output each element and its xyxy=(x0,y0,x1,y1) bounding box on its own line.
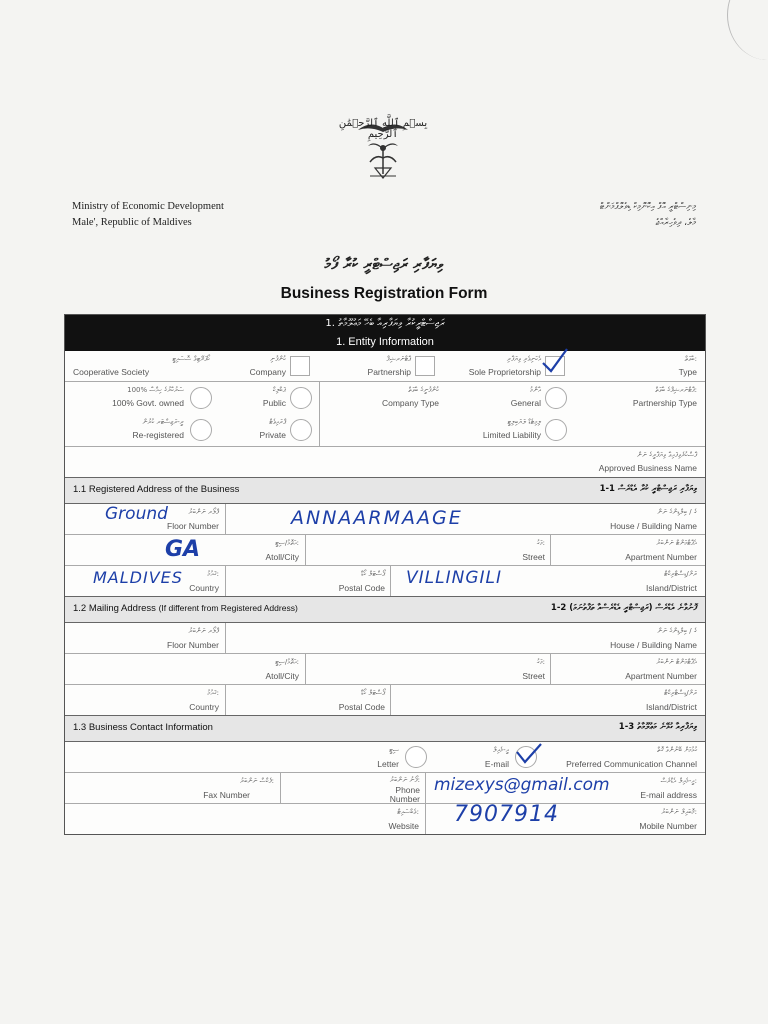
approved-name-label: Approved Business Name xyxy=(598,463,697,473)
floor-label: Floor Number xyxy=(167,521,219,531)
section-1-2-header xyxy=(65,596,705,623)
option-label-dv: ކުންފުނި xyxy=(270,355,286,363)
section-1-3-header xyxy=(65,715,705,742)
section-1-2-note: (If different from Registered Address) xyxy=(158,603,298,613)
registration-form xyxy=(64,314,706,835)
partnership-type-label-dv: ޕާޓްނަރޝިޕްގެ ބާވަތް: xyxy=(655,386,697,394)
ministry-block-en xyxy=(72,199,224,231)
option-company[interactable] xyxy=(220,351,320,381)
address-row-3 xyxy=(65,566,705,596)
website-field[interactable] xyxy=(65,804,425,834)
mail-house-field[interactable] xyxy=(225,623,705,653)
option-label-dv: އެކަނިވެރި ވިޔަފާރި xyxy=(506,355,541,363)
ministry-address-dv: މާލެ، ދިވެހިރާއްޖެ xyxy=(655,218,696,228)
option-letter[interactable] xyxy=(325,742,435,772)
govt-rereg-options xyxy=(65,382,220,446)
mail-street-field[interactable] xyxy=(305,654,551,684)
mail-island-field[interactable] xyxy=(390,685,705,715)
option-label: Limited Liability xyxy=(482,430,541,440)
house-label-dv: ގެ / ބިލްޑިންގެ ނަން xyxy=(657,508,697,516)
postal-label-dv: ޕޯސްޓަލް ކޯޑް xyxy=(360,689,385,697)
street-label: Street xyxy=(522,671,545,681)
reregistered-label-dv: ރީ-ރަޖިސްޓަރ ކުރުން xyxy=(142,418,184,426)
subtype-rows xyxy=(65,382,705,447)
channel-label: Preferred Communication Channel xyxy=(566,759,697,769)
street-label: Street xyxy=(522,552,545,562)
type-label: Type xyxy=(678,367,697,377)
option-sole-proprietorship[interactable] xyxy=(445,351,575,381)
option-email[interactable] xyxy=(435,742,545,772)
checkmark-icon xyxy=(513,740,543,766)
option-label: Cooperative Society xyxy=(73,367,150,377)
island-label-dv: ރަށް/ޑިސްޓްރިކްޓް xyxy=(664,689,697,697)
mobile-number-value: 7907914 xyxy=(454,802,559,827)
fax-label-dv: ފެކްސް ނަންބަރު: xyxy=(239,777,274,785)
page-edge xyxy=(727,0,768,60)
company-type-label-dv: ކުންފުނީގެ ބާވަތް xyxy=(408,386,439,394)
option-label: Private xyxy=(259,430,286,440)
email-option-label-dv: އީ-މެއިލް xyxy=(492,746,509,754)
website-label-dv: ވެބްސައިޓް: xyxy=(397,808,419,816)
section-1-1-title: 1.1 Registered Address of the Business xyxy=(73,484,240,495)
street-field[interactable] xyxy=(305,535,551,565)
reregistered-label: Re-registered xyxy=(132,430,184,440)
section-1-2-title-dv: 1-2 ފޮނުވާނެ އެޑްރެސް (ރަޖިސްޓްރީ އެޑްރެސްއާ ތަފާތުނަމަ) xyxy=(550,603,697,613)
house-label: House / Building Name xyxy=(610,521,697,531)
island-label-dv: ރަށް/ޑިސްޓްރިކްޓް xyxy=(664,570,697,578)
email-address-field[interactable] xyxy=(425,773,705,803)
form-title-dv: ވިޔަފާރި ރަޖިސްޓްރީ ކުރާ ފޯމު xyxy=(324,255,444,273)
postal-label: Postal Code xyxy=(338,583,385,593)
option-label: Public xyxy=(262,398,286,408)
channel-row xyxy=(65,742,705,773)
email-label-dv: އީ-މެއިލް އެޑްރެސް: xyxy=(660,777,697,785)
island-district-value: VILLINGILI xyxy=(406,568,502,588)
street-label-dv: މަގު: xyxy=(536,658,545,666)
channel-label-cell xyxy=(545,742,705,772)
section-1-header xyxy=(65,315,705,351)
floor-number-value: Ground xyxy=(105,504,168,524)
option-cooperative[interactable] xyxy=(65,351,220,381)
ministry-block-dv xyxy=(600,199,696,231)
option-label: Company xyxy=(249,367,286,377)
contact-row-2 xyxy=(65,804,705,834)
section-1-1-title-dv: 1-1 ވިޔަފާރި ރަޖިސްޓްރީ ކުރާ އެޑްރެސް xyxy=(599,484,697,494)
house-label-dv: ގެ / ބިލްޑިންގެ ނަން xyxy=(657,627,697,635)
atoll-label-dv: އަތޮޅު/ސިޓީ: xyxy=(275,658,299,666)
apartment-label: Apartment Number xyxy=(625,552,697,562)
apartment-label-dv: އެޕާޓްމަންޓް ނަންބަރު xyxy=(656,539,697,547)
country-label-dv: ޤައުމު: xyxy=(207,570,219,578)
floor-number-field[interactable] xyxy=(65,504,225,534)
floor-label: Floor Number xyxy=(167,640,219,650)
country-field[interactable] xyxy=(65,566,225,596)
island-label: Island/District xyxy=(645,702,697,712)
country-label: Country xyxy=(189,702,219,712)
bismillah: بِسۡمِ ٱللَّهِ ٱلرَّحۡمَٰنِ ٱلرَّحِيمِ xyxy=(338,118,428,140)
mail-postal-field[interactable] xyxy=(225,685,391,715)
option-label: Sole Proprietorship xyxy=(468,367,541,377)
website-label: Website xyxy=(388,821,419,831)
section-1-2-title-text: 1.2 Mailing Address xyxy=(73,603,156,614)
ministry-name: Ministry of Economic Development xyxy=(72,201,224,212)
company-type-options xyxy=(220,382,320,446)
private-radio[interactable] xyxy=(290,419,312,441)
atoll-label: Atoll/City xyxy=(265,552,299,562)
floor-label-dv: ފްލޯރ ނަންބަރު xyxy=(188,508,219,516)
option-partnership[interactable] xyxy=(320,351,445,381)
type-label-dv: ބާވަތް: xyxy=(684,355,697,363)
ministry-address: Male', Republic of Maldives xyxy=(72,217,192,228)
section-1-3-title: 1.3 Business Contact Information xyxy=(73,722,213,733)
email-address-value: mizexys@gmail.com xyxy=(434,775,610,795)
contact-row-1 xyxy=(65,773,705,804)
house-name-field[interactable] xyxy=(225,504,705,534)
postal-label: Postal Code xyxy=(338,702,385,712)
country-label-dv: ޤައުމު: xyxy=(207,689,219,697)
section-1-1-header xyxy=(65,477,705,504)
letter-radio[interactable] xyxy=(405,746,427,768)
atoll-city-value: GA xyxy=(165,537,201,562)
floor-label-dv: ފްލޯރ ނަންބަރު xyxy=(188,627,219,635)
section-1-3-title-dv: 1-3 ވިޔަފާރިއާ ގުޅޭނެ މަޢުލޫމާތު xyxy=(618,722,697,732)
channel-label-dv: ގުޅުމަށް ބޭނުންވާ ގޮތް xyxy=(657,746,697,754)
ministry-name-dv: މިނިސްޓްރީ އޮފް އިކޮނޮމިކް ޑިވެލޮޕްމަންޓް xyxy=(599,202,696,212)
company-type-label: Company Type xyxy=(381,398,439,408)
phone-label: Phone xyxy=(395,785,420,795)
letter-option-label-dv: ސިޓީ xyxy=(389,746,399,754)
option-label-dv: އާންމު xyxy=(529,386,541,394)
type-label-cell xyxy=(575,351,705,381)
govt-owned-label-dv: 100% ސަރުކާރުގެ ހިއްސާ xyxy=(127,386,184,394)
address-row-1 xyxy=(65,504,705,535)
mail-atoll-field[interactable] xyxy=(65,654,305,684)
section-1-2-title xyxy=(73,603,298,614)
form-title: Business Registration Form xyxy=(280,285,488,302)
island-label: Island/District xyxy=(645,583,697,593)
country-label: Country xyxy=(189,583,219,593)
atoll-label: Atoll/City xyxy=(265,671,299,681)
street-label-dv: މަގު: xyxy=(536,539,545,547)
atoll-city-field[interactable] xyxy=(65,535,305,565)
mobile-label-dv: މޮބައިލް ނަންބަރު: xyxy=(661,808,697,816)
public-radio[interactable] xyxy=(290,387,312,409)
govt-owned-label: 100% Govt. owned xyxy=(112,398,184,408)
postal-code-field[interactable] xyxy=(225,566,391,596)
option-label-dv: ލިމިޓެޑް ލަޔަބިލިޓީ xyxy=(507,418,541,426)
phone-label-dv: ފޯނު ނަންބަރު: xyxy=(389,776,420,784)
reregistered-radio[interactable] xyxy=(190,419,212,441)
partnership-type-options xyxy=(445,382,575,446)
mail-floor-field[interactable] xyxy=(65,623,225,653)
phone-label-2: Number xyxy=(389,794,420,804)
approved-name-label-dv: ފާސްކުރެވިފައިވާ ވިޔަފާރީގެ ނަން xyxy=(637,451,697,459)
option-label: General xyxy=(510,398,541,408)
option-label-dv: ޕަބްލިކް xyxy=(272,386,286,394)
fax-label: Fax Number xyxy=(203,790,250,800)
option-label: Partnership xyxy=(367,367,411,377)
apartment-label-dv: އެޕާޓްމަންޓް ނަންބަރު xyxy=(656,658,697,666)
mail-apartment-field[interactable] xyxy=(550,654,705,684)
partnership-type-label-cell xyxy=(575,382,705,446)
company-type-label-cell xyxy=(319,382,445,446)
checkmark-icon xyxy=(539,347,569,375)
company-checkbox[interactable] xyxy=(290,356,310,376)
letter-option-label: Letter xyxy=(377,759,399,769)
email-label: E-mail address xyxy=(640,790,697,800)
house-name-value: ANNAARMAAGE xyxy=(291,507,463,529)
partnership-type-label: Partnership Type xyxy=(632,398,697,408)
mail-row-3 xyxy=(65,685,705,715)
apartment-number-field[interactable] xyxy=(550,535,705,565)
section-1-title-dv: 1. ރަޖިސްޓްރީކުރާ ވިޔަފާރިއާ ބެހޭ މަޢުލޫމާތު xyxy=(325,318,445,329)
limited-liability-radio[interactable] xyxy=(545,419,567,441)
partnership-checkbox[interactable] xyxy=(415,356,435,376)
general-radio[interactable] xyxy=(545,387,567,409)
country-value: MALDIVES xyxy=(93,568,183,587)
approved-name-row[interactable] xyxy=(65,447,705,477)
section-1-title: 1. Entity Information xyxy=(336,336,434,348)
option-label-dv: ޕާޓްނަރޝިޕް xyxy=(386,355,411,363)
mail-row-2 xyxy=(65,654,705,685)
house-label: House / Building Name xyxy=(610,640,697,650)
postal-label-dv: ޕޯސްޓަލް ކޯޑް xyxy=(360,570,385,578)
mail-row-1 xyxy=(65,623,705,654)
mail-country-field[interactable] xyxy=(65,685,225,715)
fax-number-field[interactable] xyxy=(65,773,280,803)
mobile-label: Mobile Number xyxy=(639,821,697,831)
phone-number-field[interactable] xyxy=(280,773,426,803)
address-row-2 xyxy=(65,535,705,566)
island-district-field[interactable] xyxy=(390,566,705,596)
apartment-label: Apartment Number xyxy=(625,671,697,681)
atoll-label-dv: އަތޮޅު/ސިޓީ: xyxy=(275,539,299,547)
govt-owned-radio[interactable] xyxy=(190,387,212,409)
option-label-dv: ކޯޕަރޭޓިވް ސޮސައިޓީ xyxy=(172,355,210,363)
mobile-number-field[interactable] xyxy=(425,804,705,834)
type-row xyxy=(65,351,705,382)
option-label-dv: ޕްރައިވެޓް xyxy=(269,418,286,426)
email-option-label: E-mail xyxy=(484,759,509,769)
